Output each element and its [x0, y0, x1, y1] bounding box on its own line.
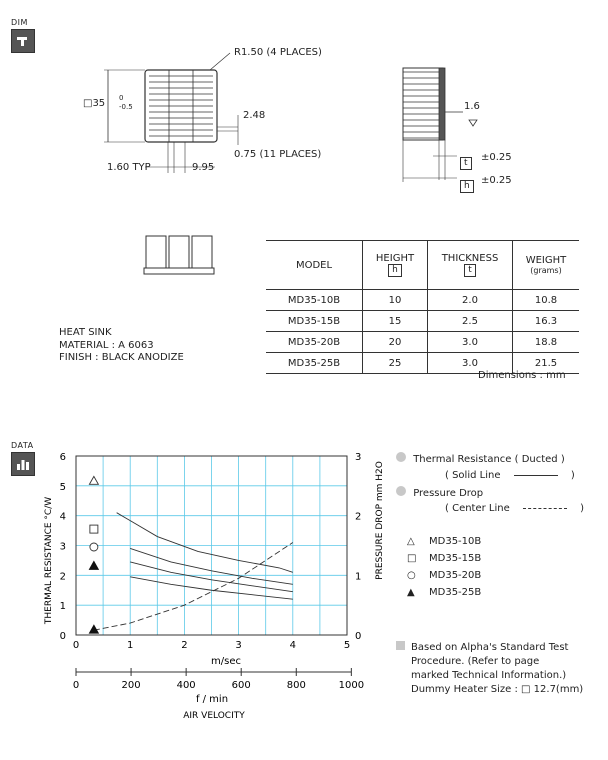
note-bullet-icon	[396, 641, 405, 650]
legend-pressure-row	[396, 486, 483, 499]
x-top-axis-title: m/sec	[211, 656, 241, 667]
h-label	[460, 173, 474, 193]
x-top-tick-label: 1	[127, 640, 134, 651]
weight-unit: (grams)	[530, 266, 562, 275]
legend-model-label: MD35-25B	[429, 587, 482, 598]
legend-pressure: Pressure Drop	[413, 488, 484, 499]
air-velocity-title: AIR VELOCITY	[183, 711, 245, 720]
test-note-line4: Dummy Heater Size : □ 12.7(mm)	[411, 684, 584, 695]
legend-thermal: Thermal Resistance ( Ducted )	[413, 454, 565, 465]
y-left-axis-title: THERMAL RESISTANCE °C/W	[44, 496, 54, 625]
h-tolerance: ±0.25	[481, 175, 512, 186]
cell-height: 15	[363, 311, 428, 332]
col-weight	[513, 241, 580, 290]
legend-model-label: MD35-10B	[429, 536, 482, 547]
circle-outline-icon: ○	[407, 570, 416, 581]
x-top-tick-label: 0	[72, 640, 80, 651]
series-line	[117, 513, 293, 573]
x-bottom-tick-label: 200	[121, 680, 141, 691]
legend-model-label: MD35-15B	[429, 553, 482, 564]
dim-badge-icon	[11, 29, 35, 53]
heatsink-front-view	[142, 232, 222, 282]
h-symbol: h	[460, 180, 474, 193]
roughness-value: 1.6	[464, 101, 480, 112]
t-tolerance: ±0.25	[481, 152, 512, 163]
cell-model: MD35-10B	[266, 290, 363, 311]
legend-model-item	[407, 550, 481, 567]
heatsink-side-view	[395, 60, 505, 190]
triangle-filled-icon: ▲	[407, 587, 415, 598]
cell-thickness: 2.0	[428, 290, 513, 311]
cell-thickness: 2.5	[428, 311, 513, 332]
triangle-outline-icon: △	[407, 536, 415, 547]
spec-table	[266, 240, 579, 374]
width-dim: 9.95	[192, 162, 215, 173]
legend-model-list	[407, 533, 481, 601]
y-left-tick-label: 0	[59, 631, 66, 642]
note-text-1: Based on Alpha's Standard Test	[411, 642, 569, 653]
cell-model: MD35-20B	[266, 332, 363, 353]
x-bottom-axis-title: f / min	[195, 694, 229, 705]
x-top-tick-label: 5	[343, 640, 351, 651]
test-note	[396, 641, 583, 697]
legend-solid-row	[445, 470, 575, 481]
test-note-line2: Procedure. (Refer to page	[411, 656, 540, 667]
solid-line-icon	[514, 475, 558, 476]
y-right-tick-label: 1	[355, 571, 362, 583]
data-badge-text: DATA	[11, 441, 34, 450]
y-left-tick-label: 1	[59, 601, 66, 613]
cell-thickness: 3.0	[428, 353, 513, 374]
test-note-line3: marked Technical Information.)	[411, 670, 567, 681]
col-height	[363, 241, 428, 290]
legend-center-close: )	[580, 503, 585, 514]
pressure-bullet-icon	[396, 486, 406, 496]
cell-weight: 21.5	[513, 353, 580, 374]
cell-model: MD35-25B	[266, 353, 363, 374]
col-model	[266, 241, 363, 290]
cell-height: 20	[363, 332, 428, 353]
t-label	[460, 150, 472, 170]
units-note: Dimensions : mm	[478, 370, 566, 381]
cell-thickness: 3.0	[428, 332, 513, 353]
y-left-tick-label: 3	[59, 541, 66, 553]
spec-header-row	[266, 241, 579, 290]
square-outline-icon: □	[407, 553, 417, 564]
y-left-tick-label: 4	[59, 511, 66, 523]
legend-solid: ( Solid Line	[445, 470, 501, 481]
x-top-tick-label: 4	[289, 640, 296, 651]
y-right-tick-label: 3	[355, 452, 362, 463]
y-right-axis-title: PRESSURE DROP mm H2O	[375, 461, 385, 580]
size-tol-lower: -0.5	[119, 103, 133, 111]
x-bottom-tick-label: 400	[176, 680, 196, 691]
x-top-tick-label: 2	[181, 640, 188, 651]
legend-model-label: MD35-20B	[429, 570, 482, 581]
legend-center: ( Center Line	[445, 503, 510, 514]
x-bottom-tick-label: 600	[231, 680, 251, 691]
legend-solid-close: )	[570, 470, 575, 481]
legend-model-item	[407, 567, 481, 584]
fin-gap-dim: 2.48	[243, 110, 266, 121]
y-left-tick-label: 5	[59, 481, 66, 493]
test-note-line1	[396, 641, 583, 655]
size-tol-upper: 0	[119, 94, 124, 102]
y-right-tick-label: 2	[355, 511, 362, 523]
legend-model-item	[407, 533, 481, 550]
material-line3: FINISH : BLACK ANODIZE	[59, 352, 184, 363]
performance-chart	[0, 440, 400, 720]
series-line	[94, 543, 293, 631]
legend-thermal-row	[396, 452, 565, 465]
height-symbol: h	[388, 264, 402, 277]
material-line2: MATERIAL : A 6063	[59, 340, 154, 351]
material-line1: HEAT SINK	[59, 327, 112, 338]
table-row	[266, 311, 579, 332]
y-left-tick-label: 6	[59, 452, 66, 463]
thickness-symbol: t	[464, 264, 476, 277]
thickness-header: THICKNESS	[441, 253, 499, 264]
legend-center-row	[445, 503, 584, 514]
cell-height: 10	[363, 290, 428, 311]
square-outline-marker	[90, 525, 98, 533]
cell-weight: 18.8	[513, 332, 580, 353]
x-top-tick-label: 3	[235, 640, 242, 651]
height-header: HEIGHT	[375, 253, 415, 264]
radius-note: R1.50 (4 PLACES)	[234, 47, 322, 58]
pitch-dim: 1.60 TYP	[107, 162, 151, 173]
size-dimension: □35	[83, 98, 106, 109]
y-left-tick-label: 2	[59, 571, 66, 583]
cell-weight: 10.8	[513, 290, 580, 311]
center-line-icon	[523, 508, 567, 509]
x-bottom-tick-label: 0	[72, 680, 80, 691]
y-right-tick-label: 0	[355, 631, 362, 642]
triangle-filled-marker	[89, 561, 98, 569]
thermal-bullet-icon	[396, 452, 406, 462]
cell-weight: 16.3	[513, 311, 580, 332]
col-thickness	[428, 241, 513, 290]
table-row	[266, 290, 579, 311]
cell-model: MD35-15B	[266, 311, 363, 332]
cell-height: 25	[363, 353, 428, 374]
triangle-outline-marker	[89, 476, 98, 484]
x-bottom-tick-label: 800	[286, 680, 306, 691]
x-bottom-tick-label: 1000	[338, 680, 365, 691]
table-row	[266, 332, 579, 353]
fin-thickness-dim: 0.75 (11 PLACES)	[234, 149, 322, 160]
weight-header: WEIGHT	[525, 255, 567, 266]
t-symbol: t	[460, 157, 472, 170]
dim-badge-text: DIM	[11, 18, 28, 27]
model-header: MODEL	[295, 259, 333, 271]
legend-model-item	[407, 584, 481, 601]
circle-outline-marker	[90, 543, 98, 551]
